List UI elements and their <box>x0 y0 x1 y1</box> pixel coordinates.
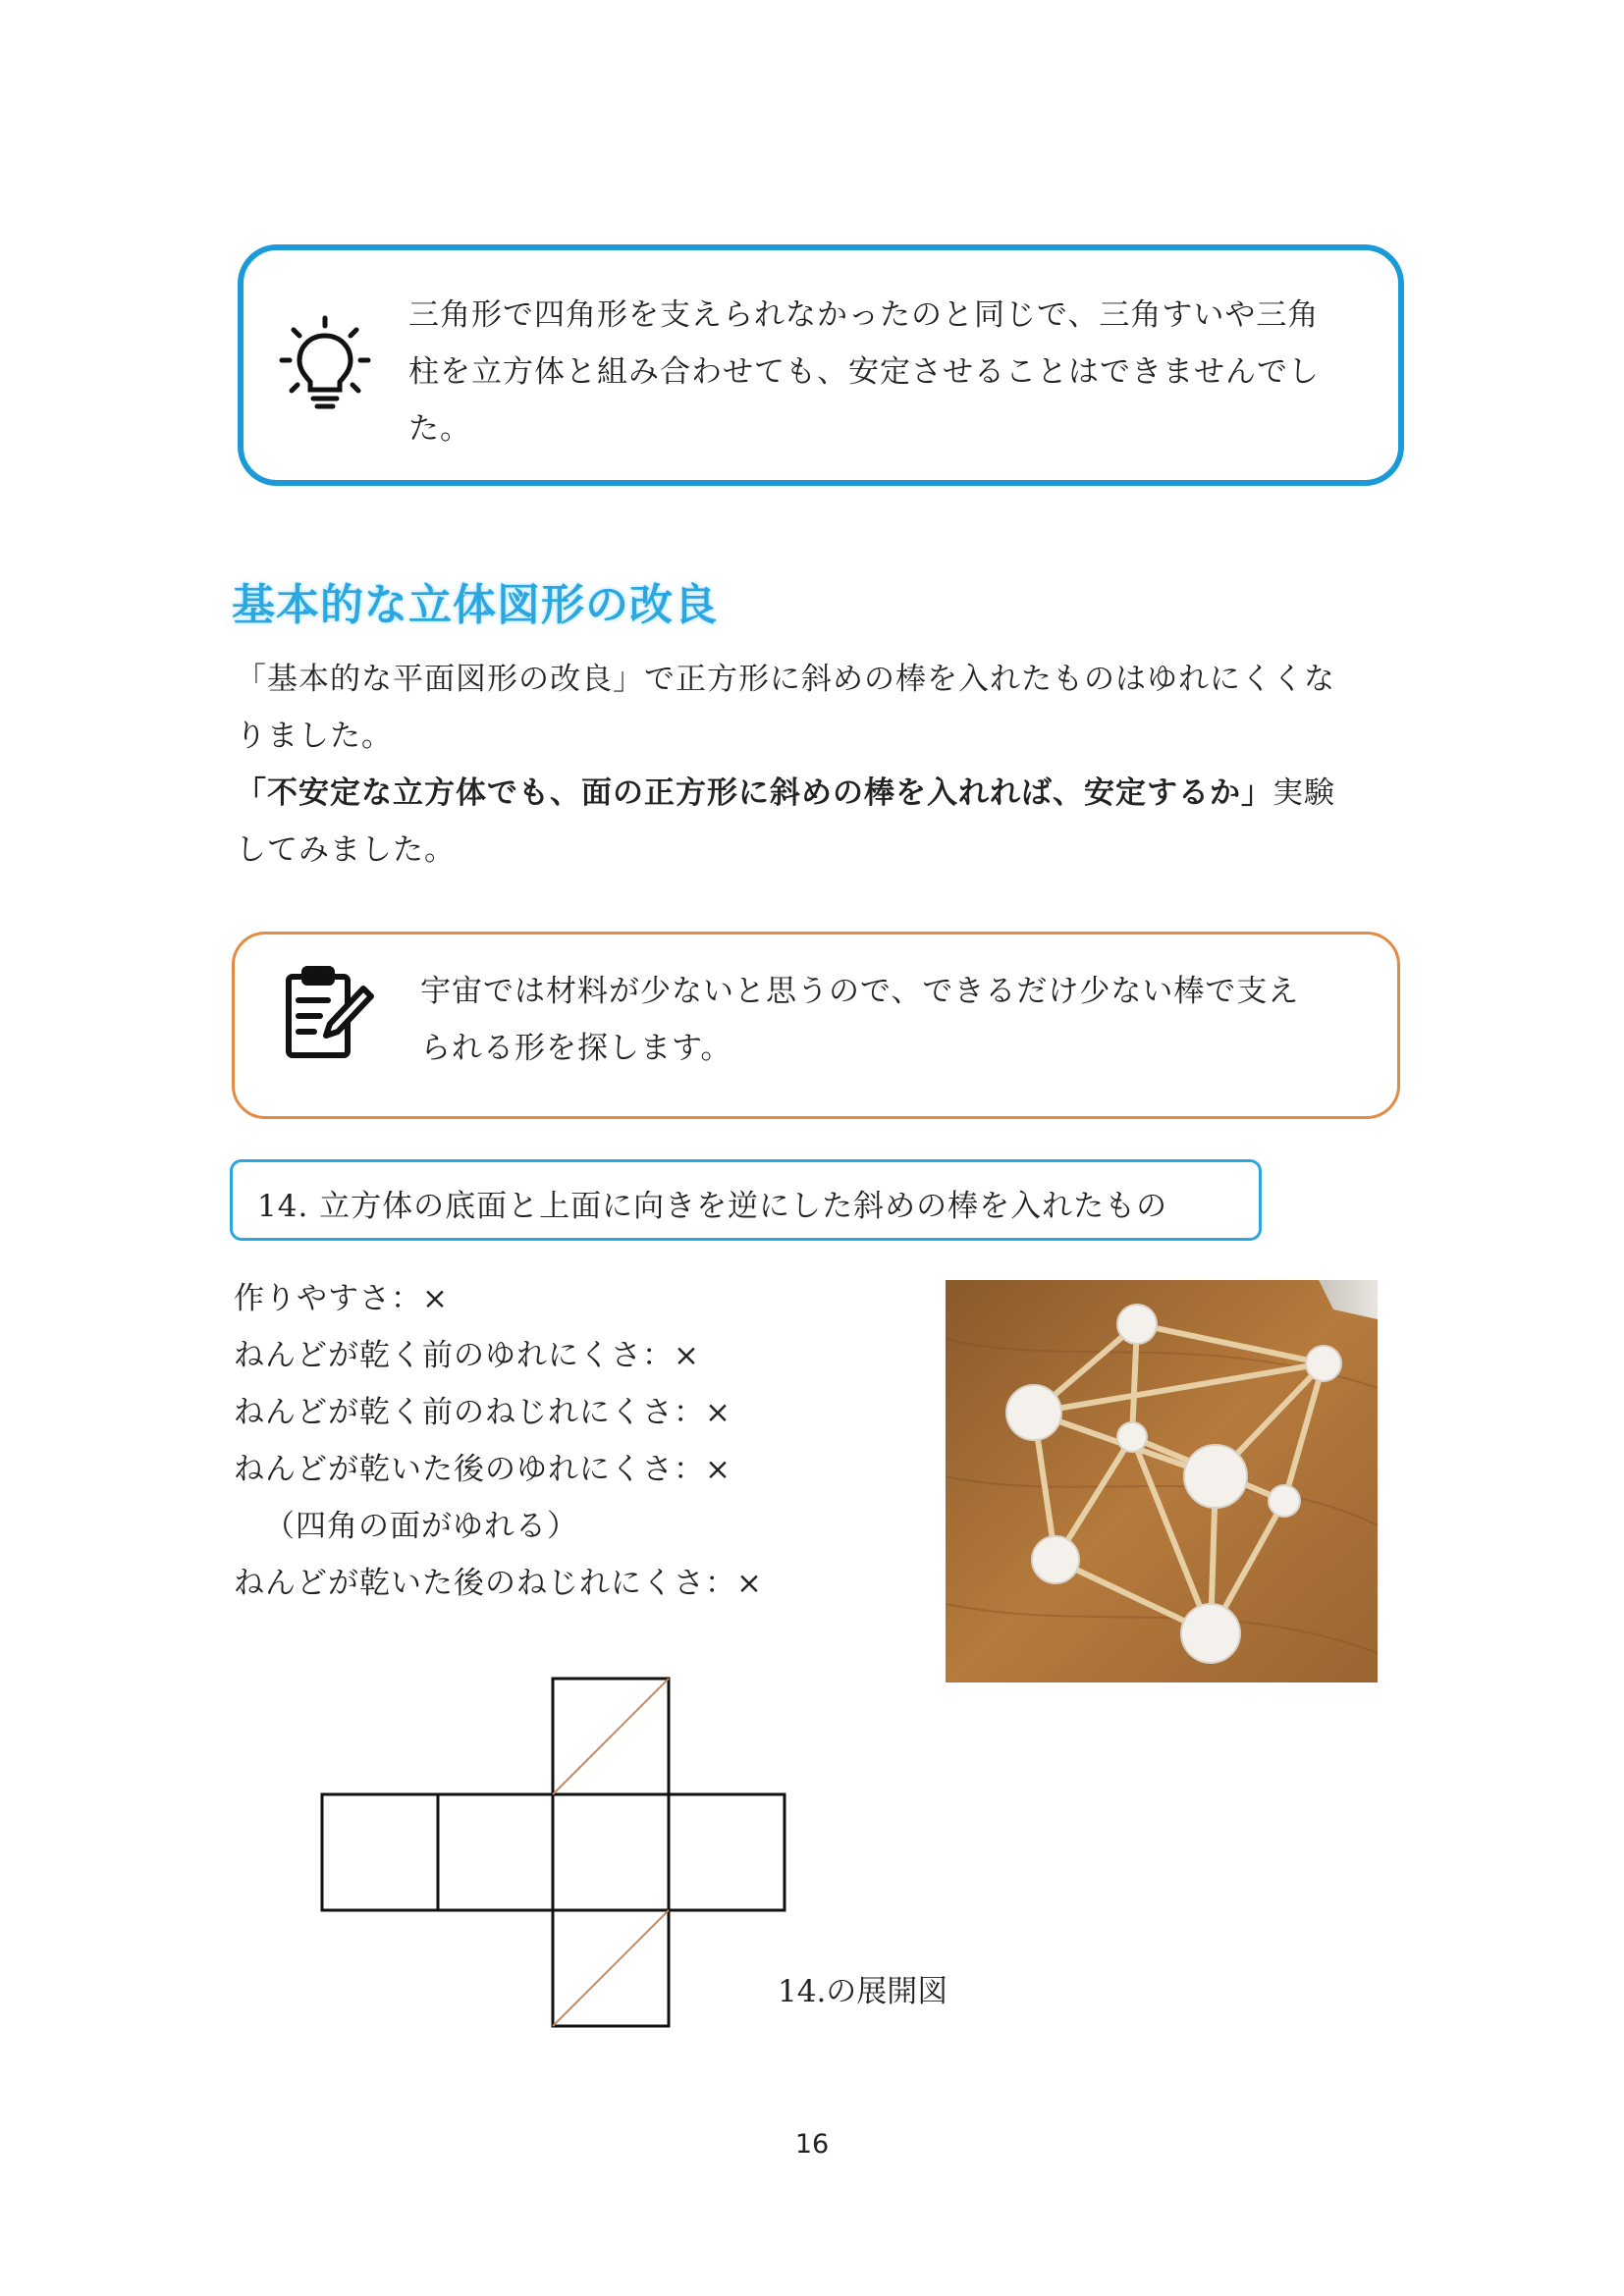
intro-line: してみました。 <box>236 832 456 868</box>
intro-line-rest: 実験 <box>1272 775 1335 811</box>
evaluation-item: ねんどが乾いた後のねじれにくさ：× <box>234 1566 763 1601</box>
net-face-left <box>322 1794 438 1910</box>
evaluation-item: 作りやすさ：× <box>234 1281 449 1316</box>
note-line: られる形を探します。 <box>420 1031 732 1066</box>
net-face-front <box>553 1794 669 1910</box>
page-number: 16 <box>794 2129 830 2160</box>
net-face-back <box>438 1794 553 1910</box>
intro-line: 「基本的な平面図形の改良」で正方形に斜めの棒を入れたものはゆれにくくな <box>236 662 1335 697</box>
evaluation-list <box>234 1270 763 1612</box>
intro-line: りました。 <box>236 719 393 754</box>
intro-question: 「不安定な立方体でも、面の正方形に斜めの棒を入れれば、安定するか」 <box>236 775 1272 811</box>
item-title: 14. 立方体の底面と上面に向きを逆にした斜めの棒を入れたもの <box>257 1189 1168 1224</box>
intro-paragraph <box>236 651 1335 879</box>
tip-line: 三角形で四角形を支えられなかったのと同じで、三角すいや三角 <box>408 297 1320 333</box>
evaluation-item: ねんどが乾く前のねじれにくさ：× <box>234 1395 731 1430</box>
net-face-right <box>669 1794 785 1910</box>
section-heading: 基本的な立体図形の改良 <box>232 580 718 630</box>
net-caption: 14.の展開図 <box>778 1974 948 2009</box>
cube-net-diagram <box>314 1664 795 2037</box>
evaluation-note: （四角の面がゆれる） <box>264 1509 578 1544</box>
intro-line <box>236 765 1335 822</box>
tip-line: 柱を立方体と組み合わせても、安定させることはできませんでし <box>408 354 1320 390</box>
tip-line: た。 <box>408 411 471 447</box>
lightbulb-icon <box>278 314 372 412</box>
tip-text <box>408 287 1320 457</box>
evaluation-item: ねんどが乾く前のゆれにくさ：× <box>234 1338 700 1373</box>
clipboard-pencil-icon <box>281 965 375 1063</box>
net-diagonal-bottom <box>553 1910 669 2026</box>
evaluation-item: ねんどが乾いた後のゆれにくさ：× <box>234 1452 731 1487</box>
note-line: 宇宙では材料が少ないと思うので、できるだけ少ない棒で支え <box>420 974 1300 1009</box>
note-text <box>420 963 1299 1077</box>
net-diagonal-top <box>553 1679 669 1794</box>
cube-model-photo <box>946 1280 1378 1682</box>
